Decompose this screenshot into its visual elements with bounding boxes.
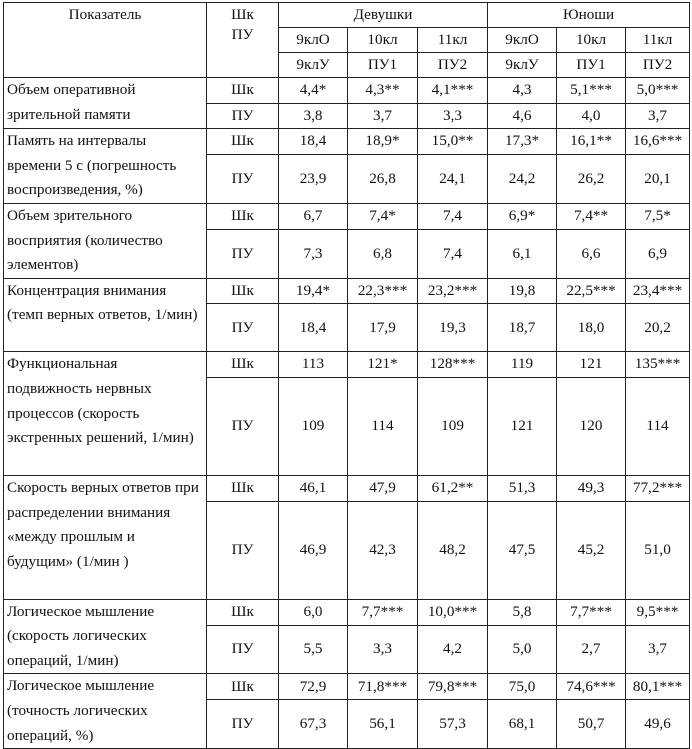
group-cell-college: ПУ — [207, 377, 279, 475]
value-cell: 121 — [557, 352, 626, 378]
value-cell: 16,1** — [557, 129, 626, 155]
subclass-header: 11кл — [626, 28, 690, 53]
value-cell: 49,6 — [626, 700, 690, 749]
value-cell: 80,1*** — [626, 674, 690, 700]
group-cell-college: ПУ — [207, 501, 279, 599]
value-cell: 22,5*** — [557, 278, 626, 304]
group-cell-school: Шк — [207, 599, 279, 625]
indicator-cell: Объем зрительного восприятия (количество элементов) — [4, 203, 207, 278]
subclass-header: 9клО — [488, 28, 557, 53]
group-header — [207, 3, 279, 78]
value-cell: 7,4** — [557, 203, 626, 229]
group-cell-school: Шк — [207, 129, 279, 155]
subtype-header: ПУ2 — [418, 53, 488, 78]
boys-header: Юноши — [488, 3, 690, 28]
table-row — [4, 129, 690, 155]
value-cell: 50,7 — [557, 700, 626, 749]
value-cell: 67,3 — [279, 700, 348, 749]
group-header-school: Шк — [231, 6, 254, 23]
table-row — [4, 475, 690, 501]
indicator-cell: Память на интервалы времени 5 с (погрешность воспроизведения, %) — [4, 129, 207, 204]
value-cell: 6,8 — [348, 229, 418, 278]
value-cell: 18,4 — [279, 304, 348, 352]
value-cell: 7,5* — [626, 203, 690, 229]
value-cell: 56,1 — [348, 700, 418, 749]
value-cell: 23,4*** — [626, 278, 690, 304]
value-cell: 4,2 — [418, 625, 488, 674]
value-cell: 121* — [348, 352, 418, 378]
group-cell-college: ПУ — [207, 304, 279, 352]
value-cell: 5,1*** — [557, 78, 626, 104]
value-cell: 47,5 — [488, 501, 557, 599]
group-cell-school: Шк — [207, 203, 279, 229]
value-cell: 6,1 — [488, 229, 557, 278]
value-cell: 24,2 — [488, 155, 557, 204]
value-cell: 57,3 — [418, 700, 488, 749]
value-cell: 4,6 — [488, 103, 557, 129]
value-cell: 72,9 — [279, 674, 348, 700]
indicator-cell: Скорость верных ответов при распределении внимания «между прошлым и будущим» (1/мин ) — [4, 475, 207, 599]
value-cell: 51,3 — [488, 475, 557, 501]
value-cell: 17,9 — [348, 304, 418, 352]
value-cell: 6,6 — [557, 229, 626, 278]
value-cell: 20,2 — [626, 304, 690, 352]
value-cell: 22,3*** — [348, 278, 418, 304]
header-row-1 — [4, 3, 690, 28]
value-cell: 26,8 — [348, 155, 418, 204]
indicator-cell: Функциональная подвижность нервных процессов (скорость экстренных решений, 1/мин) — [4, 352, 207, 476]
value-cell: 77,2*** — [626, 475, 690, 501]
value-cell: 109 — [418, 377, 488, 475]
value-cell: 4,4* — [279, 78, 348, 104]
subclass-header: 9клО — [279, 28, 348, 53]
results-table — [3, 2, 690, 749]
value-cell: 79,8*** — [418, 674, 488, 700]
subclass-header: 10кл — [348, 28, 418, 53]
value-cell: 47,9 — [348, 475, 418, 501]
value-cell: 6,9* — [488, 203, 557, 229]
value-cell: 113 — [279, 352, 348, 378]
value-cell: 3,8 — [279, 103, 348, 129]
value-cell: 42,3 — [348, 501, 418, 599]
value-cell: 114 — [626, 377, 690, 475]
group-cell-college: ПУ — [207, 155, 279, 204]
subtype-header: ПУ1 — [348, 53, 418, 78]
table-row — [4, 599, 690, 625]
value-cell: 3,7 — [626, 625, 690, 674]
group-cell-school: Шк — [207, 278, 279, 304]
value-cell: 5,5 — [279, 625, 348, 674]
indicator-cell: Логическое мышление (точность логических операций, %) — [4, 674, 207, 749]
value-cell: 18,0 — [557, 304, 626, 352]
value-cell: 16,6*** — [626, 129, 690, 155]
value-cell: 10,0*** — [418, 599, 488, 625]
value-cell: 71,8*** — [348, 674, 418, 700]
subtype-header: 9клУ — [279, 53, 348, 78]
value-cell: 6,9 — [626, 229, 690, 278]
indicator-cell: Логическое мышление (скорость логических операций, 1/мин) — [4, 599, 207, 674]
value-cell: 15,0** — [418, 129, 488, 155]
value-cell: 4,3 — [488, 78, 557, 104]
value-cell: 7,3 — [279, 229, 348, 278]
value-cell: 49,3 — [557, 475, 626, 501]
group-cell-college: ПУ — [207, 229, 279, 278]
value-cell: 114 — [348, 377, 418, 475]
group-cell-college: ПУ — [207, 700, 279, 749]
value-cell: 68,1 — [488, 700, 557, 749]
table-row — [4, 203, 690, 229]
value-cell: 3,3 — [418, 103, 488, 129]
value-cell: 48,2 — [418, 501, 488, 599]
value-cell: 109 — [279, 377, 348, 475]
value-cell: 9,5*** — [626, 599, 690, 625]
value-cell: 45,2 — [557, 501, 626, 599]
value-cell: 19,8 — [488, 278, 557, 304]
value-cell: 20,1 — [626, 155, 690, 204]
value-cell: 6,0 — [279, 599, 348, 625]
subclass-header: 11кл — [418, 28, 488, 53]
value-cell: 5,0*** — [626, 78, 690, 104]
indicator-cell: Концентрация внимания (темп верных ответов, 1/мин) — [4, 278, 207, 352]
value-cell: 3,7 — [626, 103, 690, 129]
value-cell: 19,3 — [418, 304, 488, 352]
value-cell: 6,7 — [279, 203, 348, 229]
table-body — [4, 78, 690, 749]
table-row — [4, 674, 690, 700]
value-cell: 75,0 — [488, 674, 557, 700]
value-cell: 119 — [488, 352, 557, 378]
value-cell: 3,7 — [348, 103, 418, 129]
subclass-header: 10кл — [557, 28, 626, 53]
value-cell: 26,2 — [557, 155, 626, 204]
table-row — [4, 352, 690, 378]
value-cell: 5,8 — [488, 599, 557, 625]
value-cell: 46,1 — [279, 475, 348, 501]
group-cell-college: ПУ — [207, 625, 279, 674]
value-cell: 18,9* — [348, 129, 418, 155]
value-cell: 19,4* — [279, 278, 348, 304]
value-cell: 4,1*** — [418, 78, 488, 104]
value-cell: 17,3* — [488, 129, 557, 155]
value-cell: 18,7 — [488, 304, 557, 352]
value-cell: 3,3 — [348, 625, 418, 674]
value-cell: 7,7*** — [557, 599, 626, 625]
group-header-college: ПУ — [231, 26, 254, 43]
value-cell: 23,2*** — [418, 278, 488, 304]
value-cell: 46,9 — [279, 501, 348, 599]
table-row — [4, 278, 690, 304]
girls-header: Девушки — [279, 3, 488, 28]
group-cell-school: Шк — [207, 475, 279, 501]
subtype-header: ПУ1 — [557, 53, 626, 78]
value-cell: 23,9 — [279, 155, 348, 204]
value-cell: 135*** — [626, 352, 690, 378]
value-cell: 61,2** — [418, 475, 488, 501]
value-cell: 121 — [488, 377, 557, 475]
value-cell: 2,7 — [557, 625, 626, 674]
value-cell: 5,0 — [488, 625, 557, 674]
value-cell: 7,4 — [418, 203, 488, 229]
value-cell: 74,6*** — [557, 674, 626, 700]
indicator-cell: Объем оперативной зрительной памяти — [4, 78, 207, 129]
value-cell: 18,4 — [279, 129, 348, 155]
value-cell: 51,0 — [626, 501, 690, 599]
value-cell: 7,4* — [348, 203, 418, 229]
value-cell: 120 — [557, 377, 626, 475]
group-cell-school: Шк — [207, 674, 279, 700]
value-cell: 4,3** — [348, 78, 418, 104]
value-cell: 128*** — [418, 352, 488, 378]
group-cell-college: ПУ — [207, 103, 279, 129]
group-cell-school: Шк — [207, 78, 279, 104]
table-row — [4, 78, 690, 104]
indicator-header: Показатель — [4, 3, 207, 78]
value-cell: 7,4 — [418, 229, 488, 278]
group-cell-school: Шк — [207, 352, 279, 378]
subtype-header: 9клУ — [488, 53, 557, 78]
value-cell: 24,1 — [418, 155, 488, 204]
value-cell: 4,0 — [557, 103, 626, 129]
subtype-header: ПУ2 — [626, 53, 690, 78]
value-cell: 7,7*** — [348, 599, 418, 625]
